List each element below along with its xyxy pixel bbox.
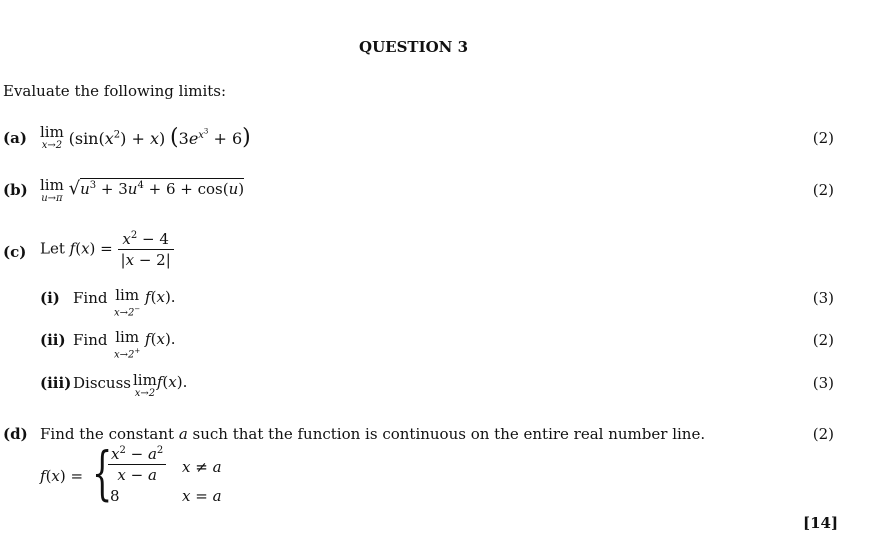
piecewise-case-1-cond: x ≠ a <box>182 458 222 476</box>
piecewise-brace: { <box>92 439 113 507</box>
page-title: QUESTION 3 <box>359 38 469 56</box>
part-d-text-2: such that the function is continuous on the entire real number line. <box>192 425 706 443</box>
part-c-iii-marks: (3) <box>812 374 834 392</box>
total-marks: [14] <box>803 514 839 532</box>
part-d-text-1: Find the constant <box>40 425 175 443</box>
part-c-ii-verb: Find <box>73 331 108 349</box>
part-b-expression: lim u→π $√u^3 + 3u^4 + 6 + \cos(u)$ <box>40 176 245 204</box>
part-d-text <box>40 425 705 443</box>
part-c-label: (c) <box>3 243 27 261</box>
part-b-marks: (2) <box>812 181 834 199</box>
part-c-i-expression: lim x→2− f(x). <box>114 286 176 319</box>
part-c-ii-marks: (2) <box>812 331 834 349</box>
part-c-iii-expression: lim x→2 f(x). <box>133 371 188 399</box>
part-c-iii-verb: Discuss <box>73 374 131 392</box>
part-c-i-verb: Find <box>73 289 108 307</box>
part-c-ii-expression: lim x→2+ f(x). <box>114 328 176 361</box>
piecewise-case-2-expr: 8 <box>110 487 120 505</box>
part-a-label: (a) <box>3 129 27 147</box>
part-c-lead: Let <box>40 239 65 258</box>
piecewise-case-1-expr: $\frac{x^2 - a^2}{x - a}$ <box>108 445 166 484</box>
part-c-definition: Let f(x) = $\frac{x^2 - 4}{|x - 2|}$ <box>40 230 174 269</box>
part-d-marks: (2) <box>812 425 834 443</box>
part-c-ii-label: (ii) <box>40 331 66 349</box>
part-a-expression: lim x→2 $(\sin(x^2) + x) (3e^{x^3} + 6)$ <box>40 123 251 151</box>
part-d-variable: a <box>178 425 188 443</box>
instructions: Evaluate the following limits: <box>3 82 227 100</box>
part-c-iii-label: (iii) <box>40 374 72 392</box>
piecewise-lhs: f(x) = <box>40 467 84 485</box>
part-b-label: (b) <box>3 181 28 199</box>
part-c-i-marks: (3) <box>812 289 834 307</box>
part-c-i-label: (i) <box>40 289 60 307</box>
piecewise-case-2-cond: x = a <box>182 487 222 505</box>
part-d-label: (d) <box>3 425 28 443</box>
part-a-marks: (2) <box>812 129 834 147</box>
